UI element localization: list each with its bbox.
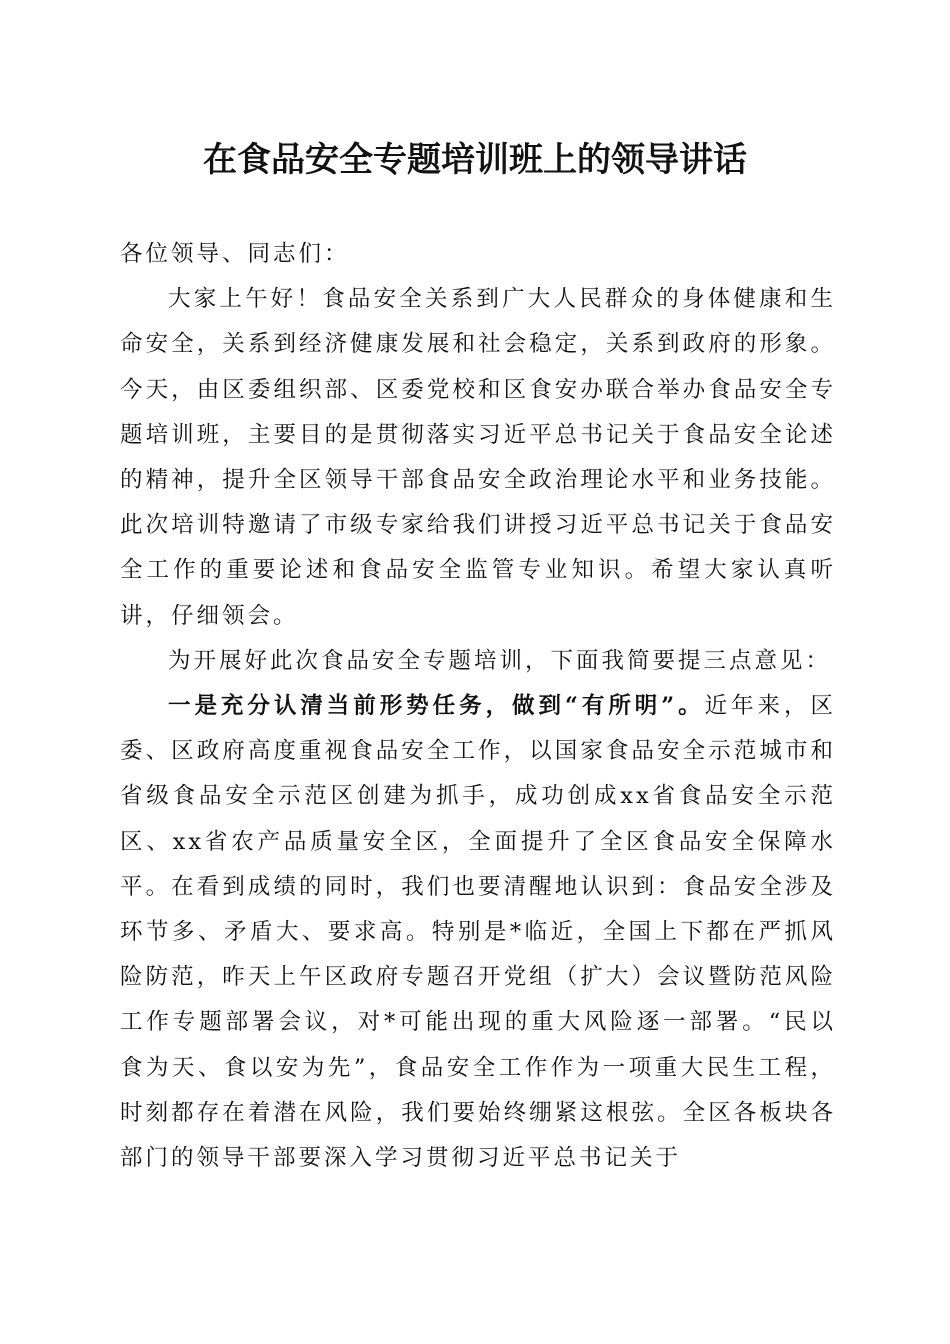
point-one-lead: 一是充分认清当前形势任务，做到“有所明”。 <box>168 693 705 720</box>
salutation: 各位领导、同志们： <box>120 241 350 267</box>
paragraph-point-one <box>120 684 836 1181</box>
point-one-text: 近年来，区委、区政府高度重视食品安全工作，以国家食品安全示范城市和省级食品安全示范区创建为抓手，成功创成xx省食品安全示范区、xx省农产品质量安全区，全面提升了全区食品安全保障水平。在看到成绩的同时，我们也要清醒地认识到：食品安全涉及环节多、矛盾大、要求高。特别是*临近，全国上下都在严抓风险防范，昨天上午区政府专题召开党组（扩大）会议暨防范风险工作专题部署会议，对*可能出现的重大风险逐一部署。“民以食为天、食以安为先”，食品安全工作作为一项重大民生工程，时刻都存在着潜在风险，我们要始终绷紧这根弦。全区各板块各部门的领导干部要深入学习贯彻习近平总书记关于 <box>120 693 836 1172</box>
paragraph-intro-points: 为开展好此次食品安全专题培训，下面我简要提三点意见： <box>168 647 832 674</box>
document-body <box>120 232 836 1181</box>
paragraph-opening: 大家上午好！食品安全关系到广大人民群众的身体健康和生命安全，关系到经济健康发展和社会稳定，关系到政府的形象。今天，由区委组织部、区委党校和区食安办联合举办食品安全专题培训班，主要目的是贯彻落实习近平总书记关于食品安全论述的精神，提升全区领导干部食品安全政治理论水平和业务技能。此次培训特邀请了市级专家给我们讲授习近平总书记关于食品安全工作的重要论述和食品安全监管专业知识。希望大家认真听讲，仔细领会。 <box>120 286 836 629</box>
document-title: 在食品安全专题培训班上的领导讲话 <box>203 140 747 180</box>
